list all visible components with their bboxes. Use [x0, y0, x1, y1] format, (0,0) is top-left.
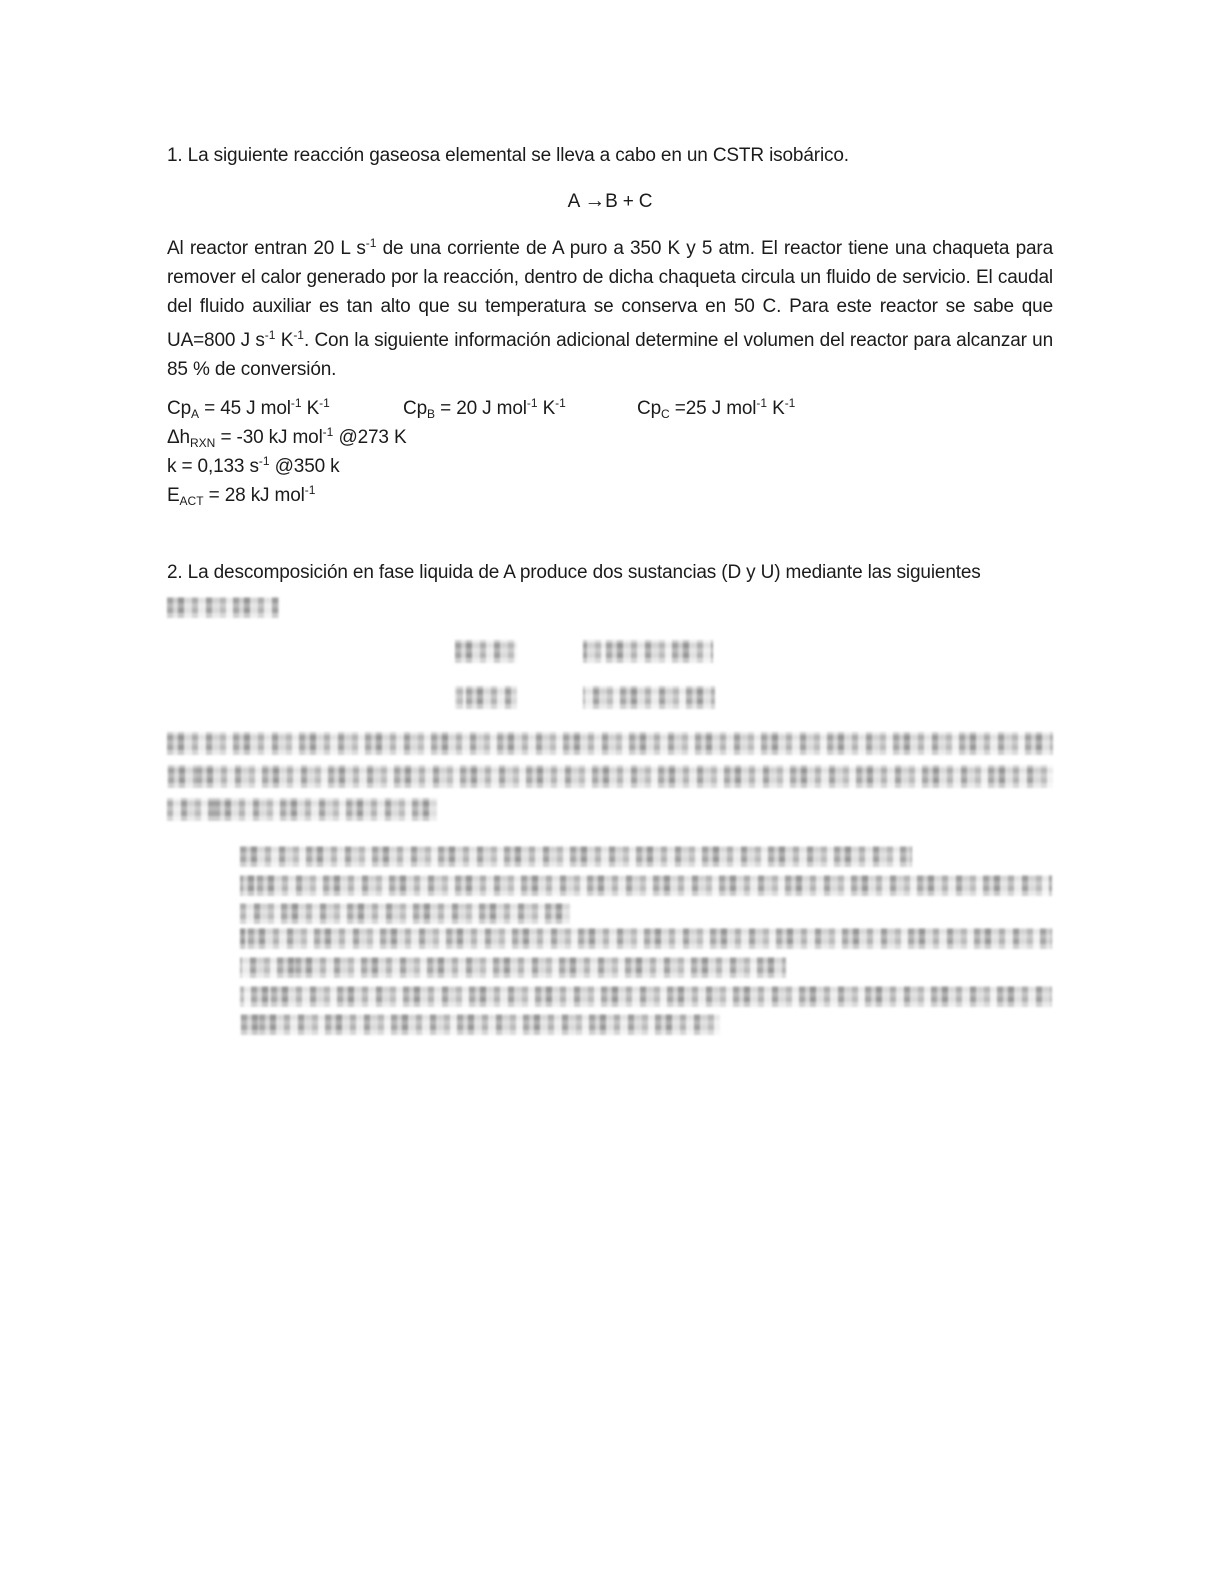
body-text: Al reactor entran 20 L s	[167, 238, 366, 259]
redacted-paragraph-line-3	[167, 798, 437, 821]
superscript: -1	[293, 328, 304, 342]
superscript: -1	[264, 328, 276, 342]
redacted-list-line-2	[240, 875, 1052, 896]
delta-h-line: $\Delta h_{RXN} = -30$ kJ mol$^{-1}$ @273 K	[167, 425, 407, 450]
redacted-list-line-3	[240, 903, 570, 924]
redacted-reaction-1-equation	[455, 640, 517, 663]
cp-data-row	[167, 389, 1053, 421]
rate-constant-line: k = 0,133 $s^{-1}$ @350 k	[167, 454, 340, 477]
redacted-reaction-1-kinetics	[583, 640, 713, 663]
problem-2-heading: 2. La descomposición en fase liquida de A produce dos sustancias (D y U) mediante las siguientes	[167, 562, 981, 583]
superscript: -1	[365, 236, 377, 250]
reaction-lhs: A	[567, 191, 585, 212]
redacted-list-line-4	[240, 928, 1052, 949]
redacted-reaction-2-kinetics	[583, 686, 715, 709]
reaction-equation	[167, 186, 1053, 216]
problem-1-heading: 1. La siguiente reacción gaseosa elemental se lleva a cabo en un CSTR isobárico.	[167, 145, 849, 166]
cp-b-value: $Cp_B = 20$ J mol$^{-1}$ $K^{-1}$	[403, 396, 566, 421]
redacted-list-line-6	[240, 986, 1052, 1007]
body-text: . Con la siguiente información adicional determine el volumen del reactor para alcanzar un 85 % de conversión.	[167, 330, 1054, 380]
cp-c-value: $Cp_C =25$ J mol$^{-1}$ $K^{-1}$	[637, 396, 796, 421]
body-text: de una corriente de A puro a 350 K y 5 atm. El reactor tiene una chaqueta para remover el calor generado por la reacción, dentro de dicha chaqueta circula un fluido de servicio. El caudal del fluido auxiliar es tan alto que su temperatura se conserva en 50 C. Para este reactor se sabe que UA=800 J s	[167, 238, 1053, 351]
body-text: K	[275, 330, 294, 351]
redacted-word	[167, 597, 279, 618]
activation-energy-line: $E_{ACT} = 28$ kJ mol$^{-1}$	[167, 483, 316, 508]
redacted-list-line-1	[240, 846, 912, 867]
redacted-paragraph-line-1	[167, 732, 1053, 755]
reaction-rhs: B + C	[605, 191, 653, 212]
cp-a-value: $Cp_A = 45$ J mol$^{-1}$ $K^{-1}$	[167, 396, 330, 421]
redacted-paragraph-line-2	[167, 765, 1053, 788]
redacted-list-line-7	[240, 1014, 720, 1035]
redacted-reaction-2-equation	[455, 686, 517, 709]
problem-1-body	[167, 229, 1053, 384]
redacted-list-line-5	[240, 957, 786, 978]
right-arrow-glyph: →	[584, 189, 606, 212]
